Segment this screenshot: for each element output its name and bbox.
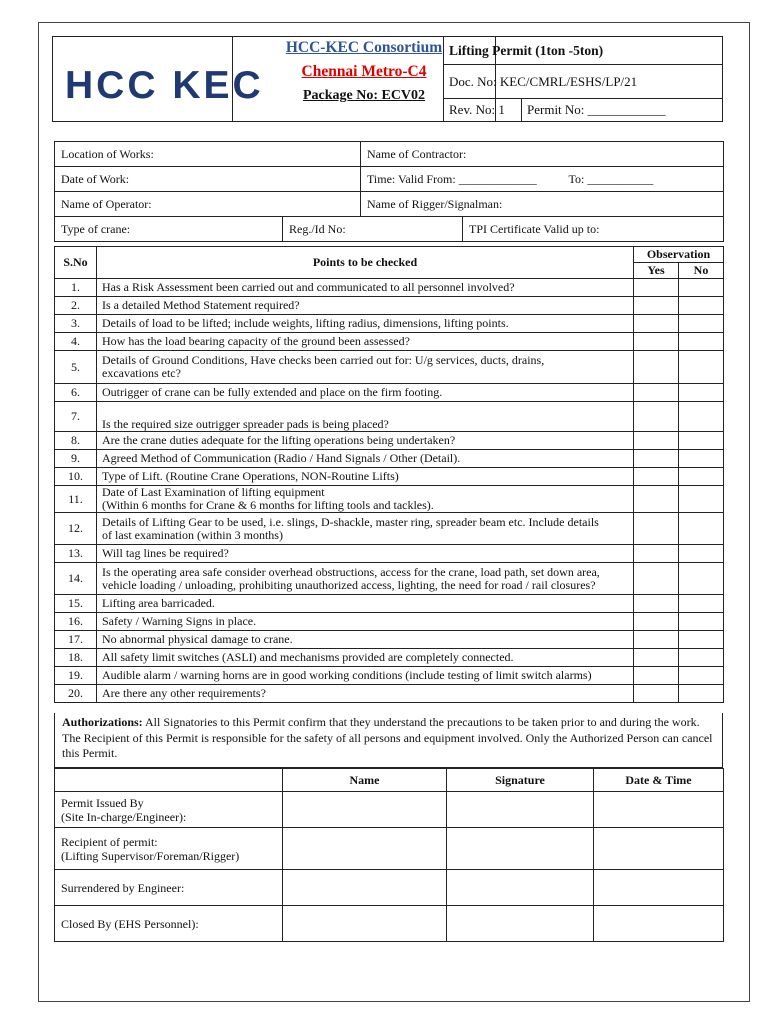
check-point-text (97, 649, 634, 667)
check-point-text (97, 351, 634, 384)
check-point-line: All safety limit switches (ASLI) and mechanisms provided are completely connected. (102, 650, 514, 664)
tpi-field[interactable]: TPI Certificate Valid up to: (463, 217, 724, 242)
item-number: 4. (55, 333, 97, 351)
check-point-text (97, 513, 634, 545)
item-number: 12. (55, 513, 97, 545)
no-checkbox-cell[interactable] (679, 631, 724, 649)
no-checkbox-cell[interactable] (679, 613, 724, 631)
no-checkbox-cell[interactable] (679, 563, 724, 595)
permit-number-field[interactable]: Permit No: ____________ (527, 102, 666, 117)
authorizations-block (54, 713, 723, 768)
role-line: Permit Issued By (61, 795, 144, 810)
observation-header: Observation (634, 247, 724, 263)
check-point-line: Are there any other requirements? (102, 686, 266, 700)
item-number: 2. (55, 297, 97, 315)
no-checkbox-cell[interactable] (679, 432, 724, 450)
check-point-text (97, 279, 634, 297)
reg-id-field[interactable]: Reg./Id No: (283, 217, 463, 242)
contractor-field[interactable]: Name of Contractor: (361, 142, 724, 167)
time-valid-field[interactable] (361, 167, 724, 192)
checklist-row (55, 513, 724, 545)
check-point-text (97, 545, 634, 563)
check-point-text (97, 595, 634, 613)
item-number: 14. (55, 563, 97, 595)
no-checkbox-cell[interactable] (679, 513, 724, 545)
check-point-line: Agreed Method of Communication (Radio / Hand Signals / Other (Detail). (102, 451, 461, 465)
check-point-line: Are the crane duties adequate for the lifting operations being undertaken? (102, 433, 456, 447)
work-info-table (54, 141, 724, 242)
checklist-row (55, 486, 724, 513)
item-number: 15. (55, 595, 97, 613)
yes-header: Yes (634, 263, 679, 279)
datetime-cell[interactable] (594, 792, 724, 828)
yes-checkbox-cell[interactable] (634, 315, 679, 333)
check-point-text (97, 486, 634, 513)
item-number: 9. (55, 450, 97, 468)
name-cell[interactable] (283, 870, 447, 906)
checklist-row (55, 563, 724, 595)
check-point-line: Is a detailed Method Statement required? (102, 298, 300, 312)
item-number: 10. (55, 468, 97, 486)
signature-cell[interactable] (447, 828, 594, 870)
no-header: No (679, 263, 724, 279)
no-checkbox-cell[interactable] (679, 468, 724, 486)
check-point-line: Outrigger of crane can be fully extended and place on the firm footing. (102, 385, 443, 399)
signoff-row (55, 906, 724, 942)
checklist-row (55, 613, 724, 631)
item-number: 17. (55, 631, 97, 649)
authorizations-text: All Signatories to this Permit confirm that they understand the precautions to be taken prior to and during the work. The Recipient of this Permit is responsible for the safety of all persons and equipment involved. Only the Authorized Person can cancel this Permit. (62, 715, 713, 760)
yes-checkbox-cell[interactable] (634, 649, 679, 667)
check-point-line: Type of Lift. (Routine Crane Operations, NON-Routine Lifts) (102, 469, 399, 483)
no-checkbox-cell[interactable] (679, 595, 724, 613)
yes-checkbox-cell[interactable] (634, 384, 679, 402)
signoff-role (55, 870, 283, 906)
no-checkbox-cell[interactable] (679, 486, 724, 513)
no-checkbox-cell[interactable] (679, 351, 724, 384)
checklist-body (55, 279, 724, 703)
checklist-row (55, 384, 724, 402)
check-point-text (97, 468, 634, 486)
no-checkbox-cell[interactable] (679, 315, 724, 333)
document-header (52, 36, 723, 124)
check-point-text (97, 432, 634, 450)
check-point-line: Is the required size outrigger spreader pads is being placed? (102, 417, 389, 431)
role-line: Surrendered by Engineer: (61, 880, 185, 895)
check-point-text (97, 631, 634, 649)
check-point-line: excavations etc? (102, 366, 181, 380)
checklist-row (55, 279, 724, 297)
check-point-line: Safety / Warning Signs in place. (102, 614, 257, 628)
name-cell[interactable] (283, 792, 447, 828)
signoff-row (55, 828, 724, 870)
datetime-cell[interactable] (594, 828, 724, 870)
role-header (55, 769, 283, 792)
signoff-table (54, 768, 724, 942)
check-point-text (97, 333, 634, 351)
yes-checkbox-cell[interactable] (634, 333, 679, 351)
check-point-line: vehicle loading / unloading, prohibiting unauthorized access, lighting, the need for road / rail closures? (102, 577, 596, 592)
divider (521, 99, 522, 121)
checklist-row (55, 468, 724, 486)
time-to-label: To: ___________ (568, 171, 654, 186)
yes-checkbox-cell[interactable] (634, 432, 679, 450)
check-point-line: Audible alarm / warning horns are in good working conditions (include testing of limit switch alarms) (102, 668, 592, 682)
location-field[interactable]: Location of Works: (55, 142, 361, 167)
points-header: Points to be checked (97, 247, 634, 279)
yes-checkbox-cell[interactable] (634, 279, 679, 297)
check-point-line: (Within 6 months for Crane & 6 months for lifting tools and tackles). (102, 498, 434, 512)
signoff-role (55, 906, 283, 942)
date-field[interactable]: Date of Work: (55, 167, 361, 192)
signoff-row (55, 870, 724, 906)
package-number: Package No: ECV02 (302, 88, 426, 103)
signoff-role (55, 828, 283, 870)
check-point-line: Details of load to be lifted; include weights, lifting radius, dimensions, lifting points. (102, 316, 509, 330)
checklist-row (55, 432, 724, 450)
check-point-line: Details of Ground Conditions, Have checks been carried out for: U/g services, ducts, drains, (102, 353, 545, 367)
signoff-body (55, 792, 724, 942)
no-checkbox-cell[interactable] (679, 402, 724, 432)
check-point-line: Lifting area barricaded. (102, 596, 215, 610)
no-checkbox-cell[interactable] (679, 333, 724, 351)
yes-checkbox-cell[interactable] (634, 351, 679, 384)
no-checkbox-cell[interactable] (679, 450, 724, 468)
check-point-text (97, 297, 634, 315)
yes-checkbox-cell[interactable] (634, 685, 679, 703)
check-point-text (97, 450, 634, 468)
item-number: 8. (55, 432, 97, 450)
yes-checkbox-cell[interactable] (634, 613, 679, 631)
check-point-line: Details of Lifting Gear to be used, i.e. slings, D-shackle, master ring, spreader beam etc. Include details (102, 514, 599, 529)
no-checkbox-cell[interactable] (679, 384, 724, 402)
checklist-row (55, 631, 724, 649)
check-point-text (97, 613, 634, 631)
revision-number: Rev. No: 1 (449, 102, 505, 117)
item-number: 7. (55, 402, 97, 432)
no-checkbox-cell[interactable] (679, 297, 724, 315)
signature-cell[interactable] (447, 870, 594, 906)
checklist-row (55, 685, 724, 703)
role-line: (Lifting Supervisor/Foreman/Rigger) (61, 848, 240, 863)
form-info-box (443, 36, 723, 122)
checklist-row (55, 297, 724, 315)
rigger-field[interactable]: Name of Rigger/Signalman: (361, 192, 724, 217)
yes-checkbox-cell[interactable] (634, 667, 679, 685)
sno-header: S.No (55, 247, 97, 279)
check-point-line: How has the load bearing capacity of the ground been assessed? (102, 334, 410, 348)
signoff-role (55, 792, 283, 828)
logo-text: HCC KEC (65, 64, 264, 107)
checklist-row (55, 667, 724, 685)
yes-checkbox-cell[interactable] (634, 486, 679, 513)
checklist-row (55, 649, 724, 667)
item-number: 13. (55, 545, 97, 563)
yes-checkbox-cell[interactable] (634, 402, 679, 432)
logo-box (52, 36, 264, 122)
operator-field[interactable]: Name of Operator: (55, 192, 361, 217)
item-number: 3. (55, 315, 97, 333)
no-checkbox-cell[interactable] (679, 545, 724, 563)
no-checkbox-cell[interactable] (679, 279, 724, 297)
yes-checkbox-cell[interactable] (634, 468, 679, 486)
yes-checkbox-cell[interactable] (634, 631, 679, 649)
crane-type-field[interactable]: Type of crane: (55, 217, 283, 242)
yes-checkbox-cell[interactable] (634, 545, 679, 563)
time-from-label: Time: Valid From: _____________ (367, 171, 537, 186)
checklist-row (55, 545, 724, 563)
check-point-line: Is the operating area safe consider overhead obstructions, access for the crane, load path, set down area, (102, 564, 600, 579)
checklist-table (54, 246, 724, 703)
check-point-text (97, 685, 634, 703)
name-header: Name (283, 769, 447, 792)
check-point-line: Will tag lines be required? (102, 546, 229, 560)
consortium-name: HCC-KEC Consortium (285, 39, 443, 56)
yes-checkbox-cell[interactable] (634, 563, 679, 595)
name-cell[interactable] (283, 828, 447, 870)
item-number: 19. (55, 667, 97, 685)
check-point-text (97, 667, 634, 685)
yes-checkbox-cell[interactable] (634, 297, 679, 315)
check-point-line: Has a Risk Assessment been carried out and communicated to all personnel involved? (102, 280, 515, 294)
check-point-text (97, 315, 634, 333)
check-point-line: No abnormal physical damage to crane. (102, 632, 293, 646)
signoff-row (55, 792, 724, 828)
checklist-row (55, 595, 724, 613)
doc-number: Doc. No: KEC/CMRL/ESHS/LP/21 (444, 65, 722, 99)
item-number: 18. (55, 649, 97, 667)
checklist-row (55, 402, 724, 432)
item-number: 11. (55, 486, 97, 513)
check-point-text (97, 384, 634, 402)
revision-row (444, 99, 722, 121)
checklist-row (55, 450, 724, 468)
item-number: 20. (55, 685, 97, 703)
check-point-line: of last examination (within 3 months) (102, 527, 283, 542)
signature-cell[interactable] (447, 906, 594, 942)
datetime-cell[interactable] (594, 870, 724, 906)
item-number: 1. (55, 279, 97, 297)
signature-cell[interactable] (447, 792, 594, 828)
check-point-text (97, 402, 634, 432)
name-cell[interactable] (283, 906, 447, 942)
item-number: 16. (55, 613, 97, 631)
yes-checkbox-cell[interactable] (634, 513, 679, 545)
checklist-row (55, 333, 724, 351)
hcc-kec-logo (63, 64, 264, 107)
datetime-header: Date & Time (594, 769, 724, 792)
role-line: (Site In-charge/Engineer): (61, 809, 187, 824)
no-checkbox-cell[interactable] (679, 649, 724, 667)
role-line: Closed By (EHS Personnel): (61, 916, 199, 931)
authorizations-label: Authorizations: (62, 715, 143, 729)
item-number: 5. (55, 351, 97, 384)
no-checkbox-cell[interactable] (679, 667, 724, 685)
project-name: Chennai Metro-C4 (301, 63, 427, 80)
yes-checkbox-cell[interactable] (634, 595, 679, 613)
form-title: Lifting Permit (1ton -5ton) (444, 37, 722, 65)
check-point-line: Date of Last Examination of lifting equipment (102, 485, 325, 499)
checklist-row (55, 315, 724, 333)
check-point-text (97, 563, 634, 595)
item-number: 6. (55, 384, 97, 402)
no-checkbox-cell[interactable] (679, 685, 724, 703)
checklist-row (55, 351, 724, 384)
signature-header: Signature (447, 769, 594, 792)
role-line: Recipient of permit: (61, 834, 158, 849)
yes-checkbox-cell[interactable] (634, 450, 679, 468)
datetime-cell[interactable] (594, 906, 724, 942)
